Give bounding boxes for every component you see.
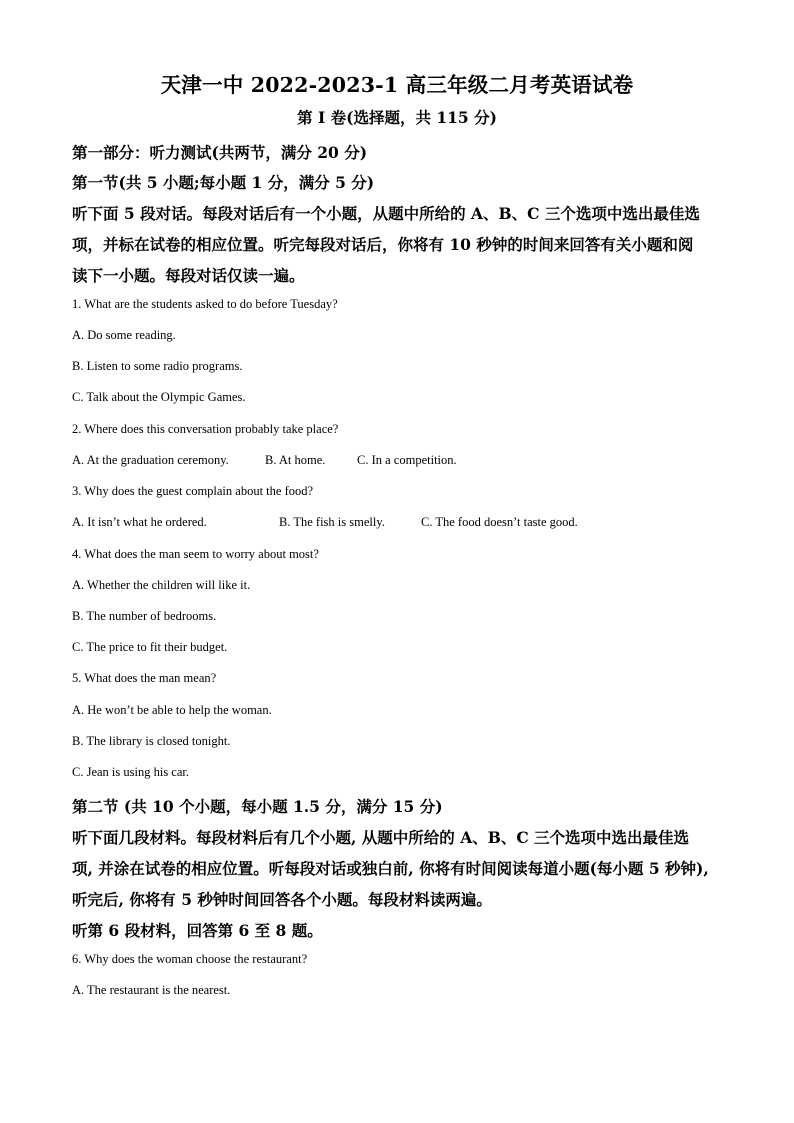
section2-instruction-line-3: 听完后, 你将有 5 秒钟时间回答各个小题。每段材料读两遍。 xyxy=(72,890,492,909)
question-5-option-b: B. The library is closed tonight. xyxy=(72,734,231,748)
question-1-option-c: C. Talk about the Olympic Games. xyxy=(72,390,246,404)
question-2-option-c: C. In a competition. xyxy=(357,453,457,467)
question-1: 1. What are the students asked to do before Tuesday? xyxy=(72,297,338,311)
question-4-option-a: A. Whether the children will like it. xyxy=(72,578,251,592)
question-5-option-a: A. He won’t be able to help the woman. xyxy=(72,703,272,717)
exam-subtitle: 第 I 卷(选择题，共 115 分) xyxy=(297,108,497,127)
question-3: 3. Why does the guest complain about the food? xyxy=(72,484,314,498)
question-1-option-b: B. Listen to some radio programs. xyxy=(72,359,243,373)
section1-heading: 第一节(共 5 小题;每小题 1 分，满分 5 分) xyxy=(72,173,375,192)
section2-heading: 第二节 (共 10 个小题，每小题 1.5 分，满分 15 分) xyxy=(72,797,443,816)
question-5: 5. What does the man mean? xyxy=(72,671,217,685)
question-5-option-c: C. Jean is using his car. xyxy=(72,765,190,779)
question-4-option-c: C. The price to fit their budget. xyxy=(72,640,228,654)
question-3-option-b: B. The fish is smelly. xyxy=(279,515,385,529)
section1-instruction-line-3: 读下一小题。每段对话仅读一遍。 xyxy=(72,266,305,285)
question-4-option-b: B. The number of bedrooms. xyxy=(72,609,217,623)
question-2-option-a: A. At the graduation ceremony. xyxy=(72,453,229,467)
question-3-option-c: C. The food doesn’t taste good. xyxy=(421,515,578,529)
question-2: 2. Where does this conversation probably take place? xyxy=(72,422,339,436)
question-2-option-b: B. At home. xyxy=(265,453,326,467)
question-4: 4. What does the man seem to worry about most? xyxy=(72,547,319,561)
question-6-option-a: A. The restaurant is the nearest. xyxy=(72,983,231,997)
question-3-option-a: A. It isn’t what he ordered. xyxy=(72,515,207,529)
section2-instruction-line-2: 项, 并涂在试卷的相应位置。听每段对话或独白前, 你将有时间阅读每道小题(每小题 5 秒钟), xyxy=(72,859,709,878)
section1-instruction-line-1: 听下面 5 段对话。每段对话后有一个小题，从题中所给的 A、B、C 三个选项中选出最佳选 xyxy=(72,204,700,223)
question-1-option-a: A. Do some reading. xyxy=(72,328,176,342)
material-6-heading: 听第 6 段材料，回答第 6 至 8 题。 xyxy=(72,921,323,940)
section1-instruction-line-2: 项，并标在试卷的相应位置。听完每段对话后，你将有 10 秒钟的时间来回答有关小题和阅 xyxy=(72,235,694,254)
question-6: 6. Why does the woman choose the restaurant? xyxy=(72,952,308,966)
part1-heading: 第一部分：听力测试(共两节，满分 20 分) xyxy=(72,143,368,162)
section2-instruction-line-1: 听下面几段材料。每段材料后有几个小题, 从题中所给的 A、B、C 三个选项中选出最佳选 xyxy=(72,828,690,847)
exam-title: 天津一中 2022-2023-1 高三年级二月考英语试卷 xyxy=(160,73,634,97)
